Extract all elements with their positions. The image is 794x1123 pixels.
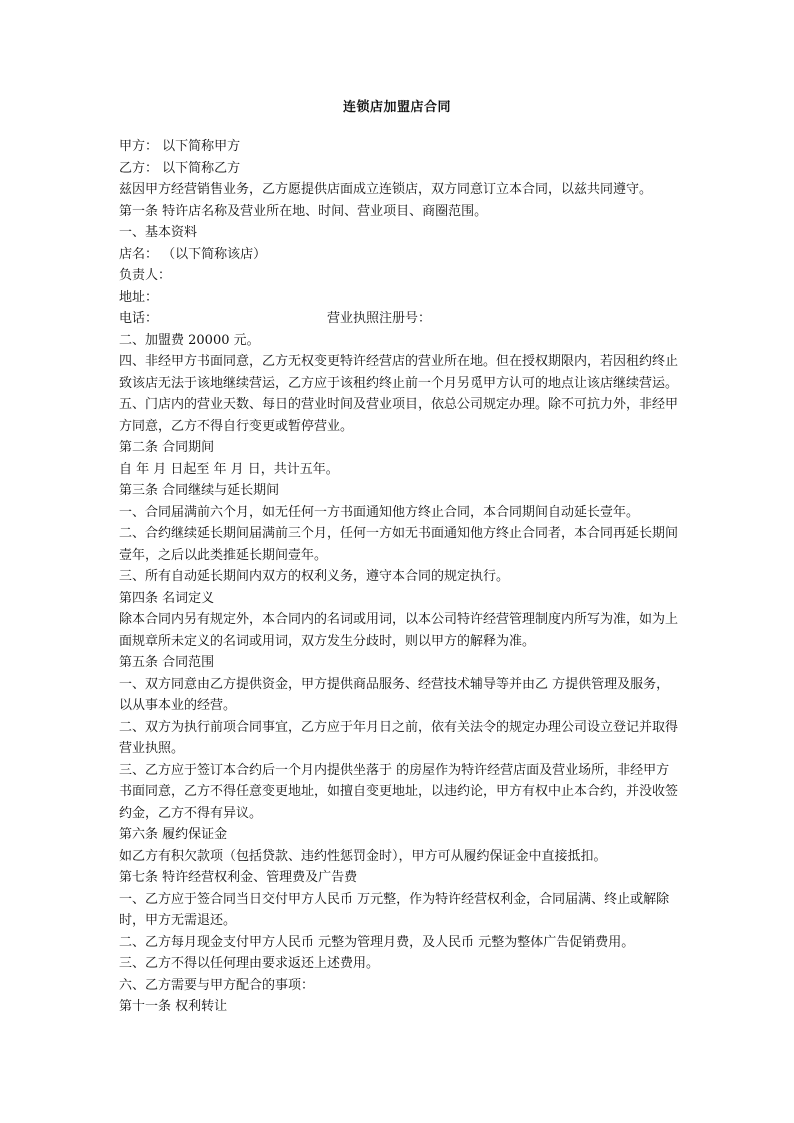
document-title: 连锁店加盟店合同 bbox=[342, 100, 451, 115]
clause-location-change: 四、非经甲方书面同意，乙方无权变更特许经营店的营业所在地。但在授权期限内，若因租约终止致该店无法于该地继续营运，乙方应于该租约终止前一个月另觅甲方认可的地点让该店继续营运。 bbox=[119, 354, 679, 391]
clause-rights-during-extension: 三、所有自动延长期间内双方的权利义务，遵守本合同的规定执行。 bbox=[119, 569, 510, 584]
clause-scope-2: 二、双方为执行前项合同事宜，乙方应于年月日之前，依有关法令的规定办理公司设立登记并取得营业执照。 bbox=[119, 719, 679, 756]
article-2-heading: 第二条 合同期间 bbox=[119, 440, 215, 455]
party-b-line: 乙方： 以下简称乙方 bbox=[119, 160, 241, 176]
preamble: 兹因甲方经营销售业务，乙方愿提供店面成立连锁店，双方同意订立本合同，以兹共同遵守。 bbox=[119, 182, 653, 197]
franchise-fee-line: 二、加盟费 20000 元。 bbox=[119, 332, 260, 348]
document-body bbox=[119, 136, 679, 1018]
clause-auto-extension: 一、合同届满前六个月，如无任何一方书面通知他方终止合同，本合同期间自动延长壹年。 bbox=[119, 504, 640, 520]
article-6-heading: 第六条 履约保证金 bbox=[119, 827, 228, 842]
clause-fee-2: 二、乙方每月现金支付甲方人民币 元整为管理月费，及人民币 元整为整体广告促销费用。 bbox=[119, 934, 635, 950]
clause-scope-3: 三、乙方应于签订本合约后一个月内提供坐落于 的房屋作为特许经营店面及营业场所，非经甲方书面同意，乙方不得任意变更地址，如擅自变更地址，以违约论，甲方有权中止本合约，并没收签约金，乙方不得有异议。 bbox=[119, 762, 679, 821]
phone-license-row bbox=[119, 308, 679, 330]
article-11-heading: 第十一条 权利转让 bbox=[119, 999, 228, 1014]
clause-scope-1: 一、双方同意由乙方提供资金，甲方提供商品服务、经营技术辅导等并由乙 方提供管理及服务，以从事本业的经营。 bbox=[119, 676, 670, 713]
cooperation-items-line: 六、乙方需要与甲方配合的事项： bbox=[119, 977, 315, 993]
article-4-heading: 第四条 名词定义 bbox=[119, 590, 215, 606]
clause-further-extension: 二、合约继续延长期间届满前三个月，任何一方如无书面通知他方终止合同者，本合同再延长期间壹年，之后以此类推延长期间壹年。 bbox=[119, 526, 679, 563]
clause-fee-3: 三、乙方不得以任何理由要求返还上述费用。 bbox=[119, 956, 380, 971]
party-a-line: 甲方： 以下简称甲方 bbox=[119, 139, 241, 154]
clause-deposit: 如乙方有积欠款项（包括贷款、违约性惩罚金时），甲方可从履约保证金中直接抵扣。 bbox=[119, 848, 607, 864]
license-number-label: 营业执照注册号： bbox=[327, 311, 432, 326]
phone-label: 电话： bbox=[119, 311, 159, 326]
article-7-heading: 第七条 特许经营权利金、管理费及广告费 bbox=[119, 870, 358, 885]
article-5-heading: 第五条 合同范围 bbox=[119, 655, 215, 670]
clause-fee-1: 一、乙方应于签合同当日交付甲方人民币 万元整，作为特许经营权利金，合同届满、终止或解除时，甲方无需退还。 bbox=[119, 891, 670, 928]
store-name-line: 店名： （以下简称该店） bbox=[119, 246, 267, 262]
contract-period-line: 自 年 月 日起至 年 月 日，共计五年。 bbox=[119, 461, 339, 477]
clause-definitions: 除本合同内另有规定外，本合同内的名词或用词，以本公司特许经营管理制度内所写为准，如为上面规章所未定义的名词或用词，双方发生分歧时，则以甲方的解释为准。 bbox=[119, 612, 679, 649]
clause-business-hours: 五、门店内的营业天数、每日的营业时间及营业项目，依总公司规定办理。除不可抗力外，非经甲方同意，乙方不得自行变更或暂停营业。 bbox=[119, 397, 679, 434]
person-in-charge-line: 负责人： bbox=[119, 268, 172, 283]
address-line: 地址： bbox=[119, 289, 159, 305]
article-3-heading: 第三条 合同继续与延长期间 bbox=[119, 483, 280, 498]
basic-info-heading: 一、基本资料 bbox=[119, 225, 198, 240]
article-1-heading: 第一条 特许店名称及营业所在地、时间、营业项目、商圈范围。 bbox=[119, 203, 488, 219]
